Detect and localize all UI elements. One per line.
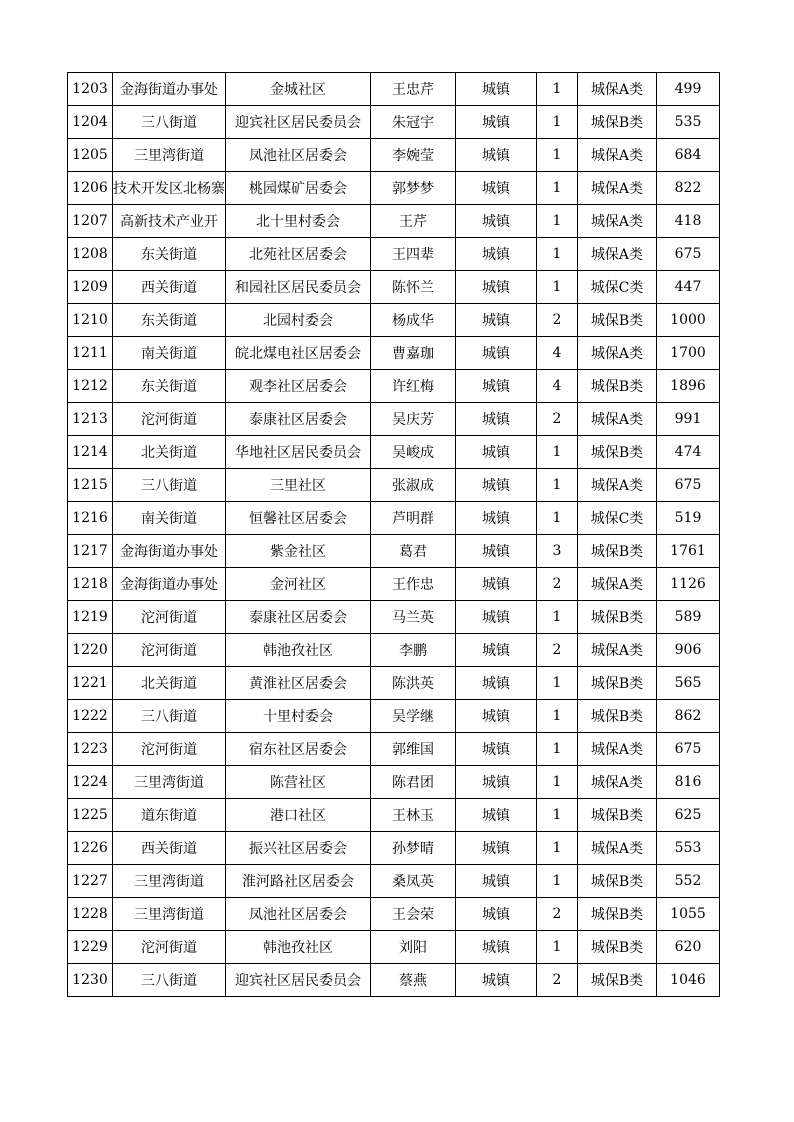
- row-number-cell: 1216: [68, 502, 113, 535]
- area-type-cell: 城镇: [456, 733, 537, 766]
- row-number-cell: 1204: [68, 106, 113, 139]
- row-number-cell: 1226: [68, 832, 113, 865]
- area-type-cell: 城镇: [456, 634, 537, 667]
- category-cell: 城保A类: [578, 73, 657, 106]
- table-row: [68, 601, 720, 634]
- household-count-cell: 1: [537, 172, 578, 205]
- household-count-cell: 4: [537, 337, 578, 370]
- person-name-cell: 朱冠宇: [371, 106, 456, 139]
- household-count-cell: 1: [537, 469, 578, 502]
- household-count-cell: 4: [537, 370, 578, 403]
- community-cell: 振兴社区居委会: [226, 832, 371, 865]
- category-cell: 城保B类: [578, 106, 657, 139]
- area-type-cell: 城镇: [456, 436, 537, 469]
- category-cell: 城保A类: [578, 469, 657, 502]
- street-cell: 三八街道: [113, 700, 226, 733]
- row-number-cell: 1203: [68, 73, 113, 106]
- person-name-cell: 刘阳: [371, 931, 456, 964]
- person-name-cell: 王作忠: [371, 568, 456, 601]
- row-number-cell: 1229: [68, 931, 113, 964]
- area-type-cell: 城镇: [456, 799, 537, 832]
- category-cell: 城保A类: [578, 634, 657, 667]
- household-count-cell: 3: [537, 535, 578, 568]
- community-cell: 泰康社区居委会: [226, 601, 371, 634]
- table-row: [68, 766, 720, 799]
- row-number-cell: 1228: [68, 898, 113, 931]
- street-cell: 三八街道: [113, 106, 226, 139]
- area-type-cell: 城镇: [456, 337, 537, 370]
- table-row: [68, 370, 720, 403]
- household-count-cell: 2: [537, 304, 578, 337]
- community-cell: 桃园煤矿居委会: [226, 172, 371, 205]
- area-type-cell: 城镇: [456, 238, 537, 271]
- table-row: [68, 238, 720, 271]
- row-number-cell: 1227: [68, 865, 113, 898]
- household-count-cell: 1: [537, 205, 578, 238]
- row-number-cell: 1214: [68, 436, 113, 469]
- table-row: [68, 799, 720, 832]
- amount-cell: 535: [657, 106, 720, 139]
- area-type-cell: 城镇: [456, 304, 537, 337]
- household-count-cell: 1: [537, 238, 578, 271]
- area-type-cell: 城镇: [456, 106, 537, 139]
- area-type-cell: 城镇: [456, 700, 537, 733]
- person-name-cell: 陈怀兰: [371, 271, 456, 304]
- street-cell: 道东街道: [113, 799, 226, 832]
- area-type-cell: 城镇: [456, 469, 537, 502]
- row-number-cell: 1207: [68, 205, 113, 238]
- table-row: [68, 964, 720, 997]
- street-cell: 三里湾街道: [113, 139, 226, 172]
- row-number-cell: 1215: [68, 469, 113, 502]
- household-count-cell: 1: [537, 865, 578, 898]
- community-cell: 韩池孜社区: [226, 634, 371, 667]
- category-cell: 城保B类: [578, 535, 657, 568]
- area-type-cell: 城镇: [456, 568, 537, 601]
- table-row: [68, 469, 720, 502]
- category-cell: 城保A类: [578, 238, 657, 271]
- community-cell: 恒馨社区居委会: [226, 502, 371, 535]
- row-number-cell: 1222: [68, 700, 113, 733]
- household-count-cell: 2: [537, 898, 578, 931]
- table-row: [68, 337, 720, 370]
- street-cell: 金海街道办事处: [113, 73, 226, 106]
- table-row: [68, 733, 720, 766]
- community-cell: 迎宾社区居民委员会: [226, 964, 371, 997]
- person-name-cell: 王芹: [371, 205, 456, 238]
- table-row: [68, 271, 720, 304]
- area-type-cell: 城镇: [456, 271, 537, 304]
- household-count-cell: 1: [537, 502, 578, 535]
- household-count-cell: 1: [537, 931, 578, 964]
- area-type-cell: 城镇: [456, 832, 537, 865]
- street-cell: 东关街道: [113, 304, 226, 337]
- category-cell: 城保A类: [578, 139, 657, 172]
- area-type-cell: 城镇: [456, 205, 537, 238]
- category-cell: 城保A类: [578, 733, 657, 766]
- area-type-cell: 城镇: [456, 403, 537, 436]
- row-number-cell: 1220: [68, 634, 113, 667]
- row-number-cell: 1209: [68, 271, 113, 304]
- person-name-cell: 曹嘉珈: [371, 337, 456, 370]
- community-cell: 北十里村委会: [226, 205, 371, 238]
- street-cell: 东关街道: [113, 370, 226, 403]
- table-row: [68, 172, 720, 205]
- category-cell: 城保B类: [578, 601, 657, 634]
- street-cell: 沱河街道: [113, 733, 226, 766]
- amount-cell: 906: [657, 634, 720, 667]
- row-number-cell: 1206: [68, 172, 113, 205]
- category-cell: 城保A类: [578, 403, 657, 436]
- person-name-cell: 陈君团: [371, 766, 456, 799]
- person-name-cell: 李鹏: [371, 634, 456, 667]
- household-count-cell: 1: [537, 733, 578, 766]
- household-count-cell: 1: [537, 106, 578, 139]
- amount-cell: 418: [657, 205, 720, 238]
- person-name-cell: 桑凤英: [371, 865, 456, 898]
- community-cell: 三里社区: [226, 469, 371, 502]
- household-count-cell: 1: [537, 700, 578, 733]
- area-type-cell: 城镇: [456, 865, 537, 898]
- street-cell: 北关街道: [113, 667, 226, 700]
- area-type-cell: 城镇: [456, 601, 537, 634]
- row-number-cell: 1212: [68, 370, 113, 403]
- household-count-cell: 1: [537, 667, 578, 700]
- community-cell: 北园村委会: [226, 304, 371, 337]
- category-cell: 城保A类: [578, 832, 657, 865]
- table-row: [68, 667, 720, 700]
- area-type-cell: 城镇: [456, 898, 537, 931]
- table-row: [68, 73, 720, 106]
- category-cell: 城保B类: [578, 799, 657, 832]
- community-cell: 泰康社区居委会: [226, 403, 371, 436]
- household-count-cell: 1: [537, 799, 578, 832]
- category-cell: 城保B类: [578, 667, 657, 700]
- area-type-cell: 城镇: [456, 172, 537, 205]
- household-count-cell: 1: [537, 139, 578, 172]
- category-cell: 城保B类: [578, 964, 657, 997]
- street-cell: 南关街道: [113, 337, 226, 370]
- person-name-cell: 马兰英: [371, 601, 456, 634]
- row-number-cell: 1205: [68, 139, 113, 172]
- person-name-cell: 张淑成: [371, 469, 456, 502]
- community-cell: 凤池社区居委会: [226, 139, 371, 172]
- category-cell: 城保A类: [578, 766, 657, 799]
- street-cell: 沱河街道: [113, 634, 226, 667]
- amount-cell: 625: [657, 799, 720, 832]
- household-count-cell: 1: [537, 271, 578, 304]
- street-cell: 三里湾街道: [113, 898, 226, 931]
- person-name-cell: 吴学继: [371, 700, 456, 733]
- community-cell: 北苑社区居委会: [226, 238, 371, 271]
- row-number-cell: 1219: [68, 601, 113, 634]
- person-name-cell: 葛君: [371, 535, 456, 568]
- street-cell: 三里湾街道: [113, 865, 226, 898]
- row-number-cell: 1225: [68, 799, 113, 832]
- person-name-cell: 郭梦梦: [371, 172, 456, 205]
- street-cell: 西关街道: [113, 271, 226, 304]
- person-name-cell: 陈洪英: [371, 667, 456, 700]
- community-cell: 黄淮社区居委会: [226, 667, 371, 700]
- street-cell: 沱河街道: [113, 403, 226, 436]
- amount-cell: 474: [657, 436, 720, 469]
- table-row: [68, 106, 720, 139]
- area-type-cell: 城镇: [456, 139, 537, 172]
- street-cell: 西关街道: [113, 832, 226, 865]
- category-cell: 城保B类: [578, 898, 657, 931]
- person-name-cell: 吴庆芳: [371, 403, 456, 436]
- amount-cell: 1126: [657, 568, 720, 601]
- table-row: [68, 865, 720, 898]
- street-cell: 金海街道办事处: [113, 568, 226, 601]
- amount-cell: 565: [657, 667, 720, 700]
- row-number-cell: 1221: [68, 667, 113, 700]
- household-count-cell: 2: [537, 964, 578, 997]
- row-number-cell: 1230: [68, 964, 113, 997]
- area-type-cell: 城镇: [456, 964, 537, 997]
- community-cell: 淮河路社区居委会: [226, 865, 371, 898]
- person-name-cell: 王忠芹: [371, 73, 456, 106]
- category-cell: 城保A类: [578, 337, 657, 370]
- community-cell: 紫金社区: [226, 535, 371, 568]
- person-name-cell: 王林玉: [371, 799, 456, 832]
- amount-cell: 1000: [657, 304, 720, 337]
- community-cell: 皖北煤电社区居委会: [226, 337, 371, 370]
- amount-cell: 553: [657, 832, 720, 865]
- community-cell: 宿东社区居委会: [226, 733, 371, 766]
- street-cell: 三八街道: [113, 469, 226, 502]
- person-name-cell: 王四辈: [371, 238, 456, 271]
- community-cell: 观李社区居委会: [226, 370, 371, 403]
- person-name-cell: 郭维国: [371, 733, 456, 766]
- amount-cell: 552: [657, 865, 720, 898]
- area-type-cell: 城镇: [456, 370, 537, 403]
- amount-cell: 519: [657, 502, 720, 535]
- person-name-cell: 李婉莹: [371, 139, 456, 172]
- table-row: [68, 535, 720, 568]
- street-cell: 三八街道: [113, 964, 226, 997]
- category-cell: 城保B类: [578, 700, 657, 733]
- person-name-cell: 杨成华: [371, 304, 456, 337]
- table-row: [68, 568, 720, 601]
- category-cell: 城保A类: [578, 205, 657, 238]
- area-type-cell: 城镇: [456, 766, 537, 799]
- row-number-cell: 1217: [68, 535, 113, 568]
- table-row: [68, 403, 720, 436]
- table-row: [68, 898, 720, 931]
- community-cell: 和园社区居民委员会: [226, 271, 371, 304]
- row-number-cell: 1218: [68, 568, 113, 601]
- category-cell: 城保B类: [578, 436, 657, 469]
- person-name-cell: 孙梦晴: [371, 832, 456, 865]
- table-row: [68, 832, 720, 865]
- table-body: [68, 73, 720, 997]
- community-cell: 金河社区: [226, 568, 371, 601]
- household-count-cell: 1: [537, 601, 578, 634]
- amount-cell: 620: [657, 931, 720, 964]
- community-cell: 韩池孜社区: [226, 931, 371, 964]
- person-name-cell: 吴峻成: [371, 436, 456, 469]
- category-cell: 城保B类: [578, 931, 657, 964]
- community-cell: 华地社区居民委员会: [226, 436, 371, 469]
- community-cell: 金城社区: [226, 73, 371, 106]
- household-count-cell: 2: [537, 634, 578, 667]
- street-cell: 技术开发区北杨寨: [113, 172, 226, 205]
- area-type-cell: 城镇: [456, 667, 537, 700]
- person-name-cell: 芦明群: [371, 502, 456, 535]
- table-row: [68, 700, 720, 733]
- category-cell: 城保C类: [578, 502, 657, 535]
- row-number-cell: 1211: [68, 337, 113, 370]
- table-row: [68, 139, 720, 172]
- table-row: [68, 304, 720, 337]
- amount-cell: 1896: [657, 370, 720, 403]
- street-cell: 高新技术产业开: [113, 205, 226, 238]
- amount-cell: 684: [657, 139, 720, 172]
- category-cell: 城保A类: [578, 172, 657, 205]
- household-count-cell: 1: [537, 832, 578, 865]
- row-number-cell: 1213: [68, 403, 113, 436]
- community-cell: 港口社区: [226, 799, 371, 832]
- category-cell: 城保B类: [578, 370, 657, 403]
- area-type-cell: 城镇: [456, 73, 537, 106]
- community-cell: 迎宾社区居民委员会: [226, 106, 371, 139]
- category-cell: 城保B类: [578, 865, 657, 898]
- row-number-cell: 1223: [68, 733, 113, 766]
- household-count-cell: 1: [537, 73, 578, 106]
- amount-cell: 862: [657, 700, 720, 733]
- person-name-cell: 蔡燕: [371, 964, 456, 997]
- row-number-cell: 1210: [68, 304, 113, 337]
- household-count-cell: 1: [537, 766, 578, 799]
- category-cell: 城保B类: [578, 304, 657, 337]
- household-count-cell: 1: [537, 436, 578, 469]
- table-row: [68, 634, 720, 667]
- amount-cell: 1046: [657, 964, 720, 997]
- street-cell: 东关街道: [113, 238, 226, 271]
- amount-cell: 675: [657, 238, 720, 271]
- amount-cell: 499: [657, 73, 720, 106]
- street-cell: 沱河街道: [113, 931, 226, 964]
- street-cell: 沱河街道: [113, 601, 226, 634]
- amount-cell: 822: [657, 172, 720, 205]
- category-cell: 城保A类: [578, 568, 657, 601]
- street-cell: 南关街道: [113, 502, 226, 535]
- street-cell: 北关街道: [113, 436, 226, 469]
- area-type-cell: 城镇: [456, 535, 537, 568]
- row-number-cell: 1224: [68, 766, 113, 799]
- area-type-cell: 城镇: [456, 931, 537, 964]
- household-count-cell: 2: [537, 568, 578, 601]
- household-count-cell: 2: [537, 403, 578, 436]
- table-row: [68, 205, 720, 238]
- street-cell: 金海街道办事处: [113, 535, 226, 568]
- community-cell: 陈营社区: [226, 766, 371, 799]
- person-name-cell: 许红梅: [371, 370, 456, 403]
- table-row: [68, 502, 720, 535]
- amount-cell: 447: [657, 271, 720, 304]
- community-cell: 凤池社区居委会: [226, 898, 371, 931]
- table-row: [68, 931, 720, 964]
- amount-cell: 1700: [657, 337, 720, 370]
- area-type-cell: 城镇: [456, 502, 537, 535]
- amount-cell: 589: [657, 601, 720, 634]
- table-row: [68, 436, 720, 469]
- amount-cell: 675: [657, 733, 720, 766]
- amount-cell: 991: [657, 403, 720, 436]
- street-cell: 三里湾街道: [113, 766, 226, 799]
- amount-cell: 1055: [657, 898, 720, 931]
- amount-cell: 675: [657, 469, 720, 502]
- person-name-cell: 王会荣: [371, 898, 456, 931]
- subsidy-table: [67, 72, 720, 997]
- amount-cell: 816: [657, 766, 720, 799]
- category-cell: 城保C类: [578, 271, 657, 304]
- amount-cell: 1761: [657, 535, 720, 568]
- row-number-cell: 1208: [68, 238, 113, 271]
- community-cell: 十里村委会: [226, 700, 371, 733]
